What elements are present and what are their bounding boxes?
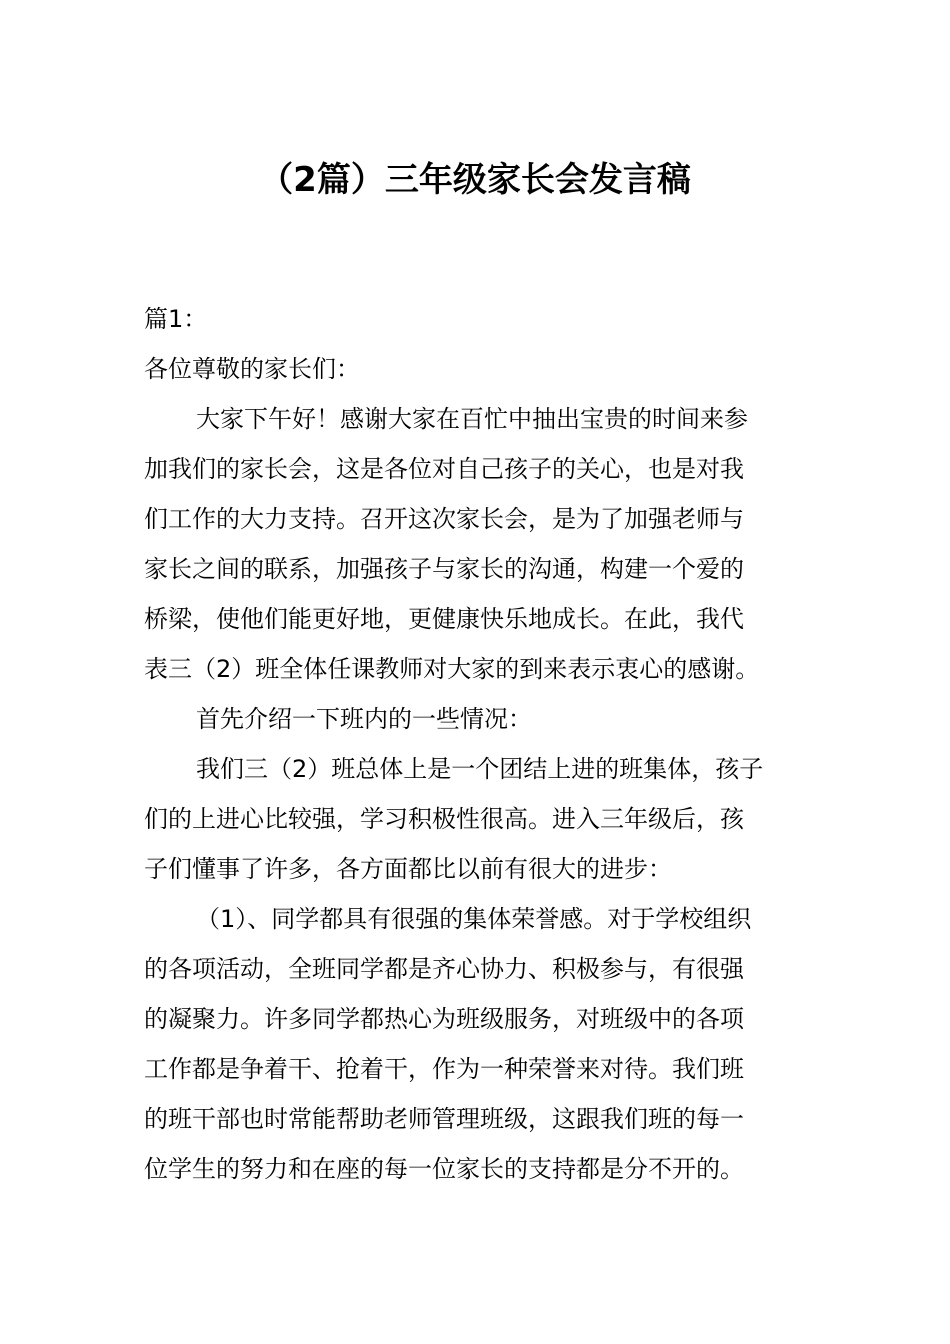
text-line: 大家下午好！感谢大家在百忙中抽出宝贵的时间来参	[196, 405, 748, 433]
text-line: 们工作的大力支持。召开这次家长会，是为了加强老师与	[144, 505, 744, 533]
document-title: （2篇）三年级家长会发言稿	[259, 160, 691, 200]
text-line: 各位尊敬的家长们：	[144, 355, 360, 383]
text-line: 位学生的努力和在座的每一位家长的支持都是分不开的。	[144, 1155, 744, 1183]
text-line: 子们懂事了许多，各方面都比以前有很大的进步：	[144, 855, 672, 883]
text-line: 加我们的家长会，这是各位对自己孩子的关心，也是对我	[144, 455, 744, 483]
text-line: 我们三（2）班总体上是一个团结上进的班集体，孩子	[196, 755, 764, 783]
text-line: 的各项活动，全班同学都是齐心协力、积极参与，有很强	[144, 955, 744, 983]
text-line: 桥梁，使他们能更好地，更健康快乐地成长。在此，我代	[144, 605, 744, 633]
text-line: 的班干部也时常能帮助老师管理班级，这跟我们班的每一	[144, 1105, 744, 1133]
text-line: 篇1：	[144, 305, 208, 333]
text-line: 们的上进心比较强，学习积极性很高。进入三年级后，孩	[144, 805, 744, 833]
document-body	[144, 294, 808, 1194]
text-line: 家长之间的联系，加强孩子与家长的沟通，构建一个爱的	[144, 555, 744, 583]
text-line: 工作都是争着干、抢着干，作为一种荣誉来对待。我们班	[144, 1055, 744, 1083]
text-line: 首先介绍一下班内的一些情况：	[196, 705, 532, 733]
text-line: （1）、同学都具有很强的集体荣誉感。对于学校组织	[196, 905, 752, 933]
text-line: 表三（2）班全体任课教师对大家的到来表示衷心的感谢。	[144, 655, 760, 683]
text-line: 的凝聚力。许多同学都热心为班级服务，对班级中的各项	[144, 1005, 744, 1033]
